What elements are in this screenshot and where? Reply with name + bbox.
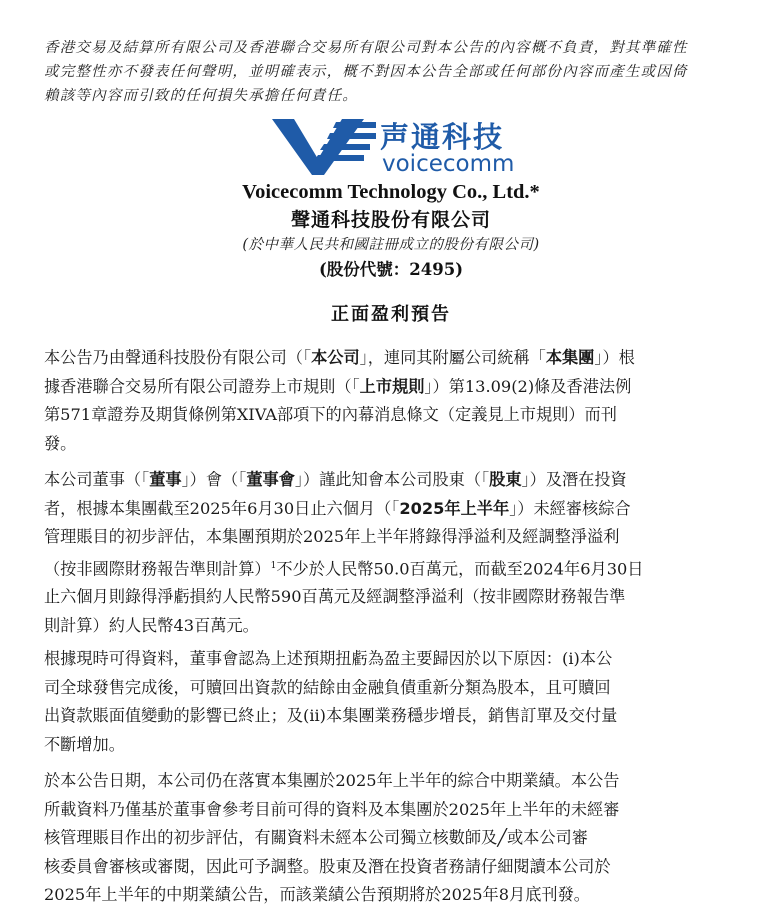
- paragraph-line: 根據現時可得資料，董事會認為上述預期扭虧為盈主要歸因於以下原因：(i)本公: [44, 649, 613, 668]
- company-name-chinese: 聲通科技股份有限公司: [290, 209, 491, 231]
- stock-code: (股份代號：2495): [318, 260, 464, 279]
- paragraph-line: 則計算）約人民幣43百萬元。: [44, 615, 259, 635]
- paragraph-line: 發。: [44, 433, 77, 453]
- paragraph-intro: [44, 344, 744, 458]
- company-name-english: Voicecomm Technology Co., Ltd.*: [242, 181, 540, 203]
- footnote-marker: 1: [270, 560, 277, 571]
- paragraph-line: 本公司董事（「董事」）會（「董事會」）謹此知會本公司股東（「股東」）及潛在投資: [44, 470, 627, 489]
- defined-term: 股東: [489, 470, 522, 489]
- paragraph-profit-alert: [44, 466, 744, 640]
- defined-term: 本公司: [311, 348, 360, 367]
- disclaimer-line: 香港交易及結算所有限公司及香港聯合交易所有限公司對本公告的內容概不負責，對其準確性: [44, 40, 688, 56]
- defined-term: 董事: [149, 470, 182, 489]
- paragraph-line: 據香港聯合交易所有限公司證券上市規則（「上市規則」）第13.09(2)條及香港法例: [44, 376, 632, 396]
- paragraph-caution: [44, 767, 744, 910]
- paragraph-line: 管理賬目的初步評估，本集團預期於2025年上半年將錄得淨溢利及經調整淨溢利: [44, 527, 620, 546]
- announcement-title: 正面盈利預告: [331, 304, 451, 325]
- defined-term: 上市規則: [359, 376, 425, 396]
- paragraph-line: 核委員會審核或審閱，因此可予調整。股東及潛在投資者務請仔細閱讀本公司於: [44, 856, 611, 876]
- disclaimer-line: 賴該等內容而引致的任何損失承擔任何責任。: [44, 88, 358, 104]
- paragraph-line: 2025年上半年的中期業績公告，而該業績公告預期將於2025年8月底刊發。: [44, 885, 590, 904]
- defined-term: 董事會: [246, 470, 295, 489]
- defined-term: 本集團: [545, 348, 595, 367]
- paragraph-line: 於本公告日期，本公司仍在落實本集團於2025年上半年的綜合中期業績。本公告: [44, 771, 620, 790]
- logo-english-text: voicecomm: [382, 151, 515, 177]
- company-logo: [272, 117, 522, 179]
- voicecomm-logo-icon: [272, 119, 376, 175]
- incorporation-note: (於中華人民共和國註冊成立的股份有限公司): [242, 237, 540, 253]
- paragraph-line: 不斷增加。: [44, 734, 125, 754]
- logo-chinese-text: 声通科技: [380, 120, 505, 154]
- paragraph-line: 所載資料乃僅基於董事會參考目前可得的資料及本集團於2025年上半年的未經審: [44, 799, 620, 819]
- defined-term: 2025年上半年: [399, 498, 510, 518]
- paragraph-line: 本公告乃由聲通科技股份有限公司（「本公司」，連同其附屬公司統稱「本集團」）根: [44, 348, 635, 367]
- paragraph-line: 核管理賬目作出的初步評估，有關資料未經本公司獨立核數師及╱或本公司審: [44, 828, 588, 847]
- paragraph-line: 止六個月則錄得淨虧損約人民幣590百萬元及經調整淨溢利（按非國際財務報告準: [44, 587, 626, 607]
- disclaimer: [44, 36, 744, 108]
- paragraph-line: （按非國際財務報告準則計算）$^1$不少於人民幣50.0百萬元，而截至2024年6月30日: [44, 558, 644, 578]
- paragraph-reasons: [44, 645, 744, 759]
- paragraph-line: 司全球發售完成後，可贖回出資款的結餘由金融負債重新分類為股本，且可贖回: [44, 677, 611, 697]
- disclaimer-line: 或完整性亦不發表任何聲明，並明確表示，概不對因本公告全部或任何部份內容而產生或因倚: [44, 64, 688, 80]
- paragraph-line: 第571章證券及期貨條例第XIVA部項下的內幕消息條文（定義見上市規則）而刊: [44, 405, 617, 424]
- paragraph-line: 者，根據本集團截至2025年6月30日止六個月（「2025年上半年」）未經審核綜合: [44, 498, 631, 518]
- paragraph-line: 出資款賬面值變動的影響已終止；及(ii)本集團業務穩步增長，銷售訂單及交付量: [44, 706, 618, 725]
